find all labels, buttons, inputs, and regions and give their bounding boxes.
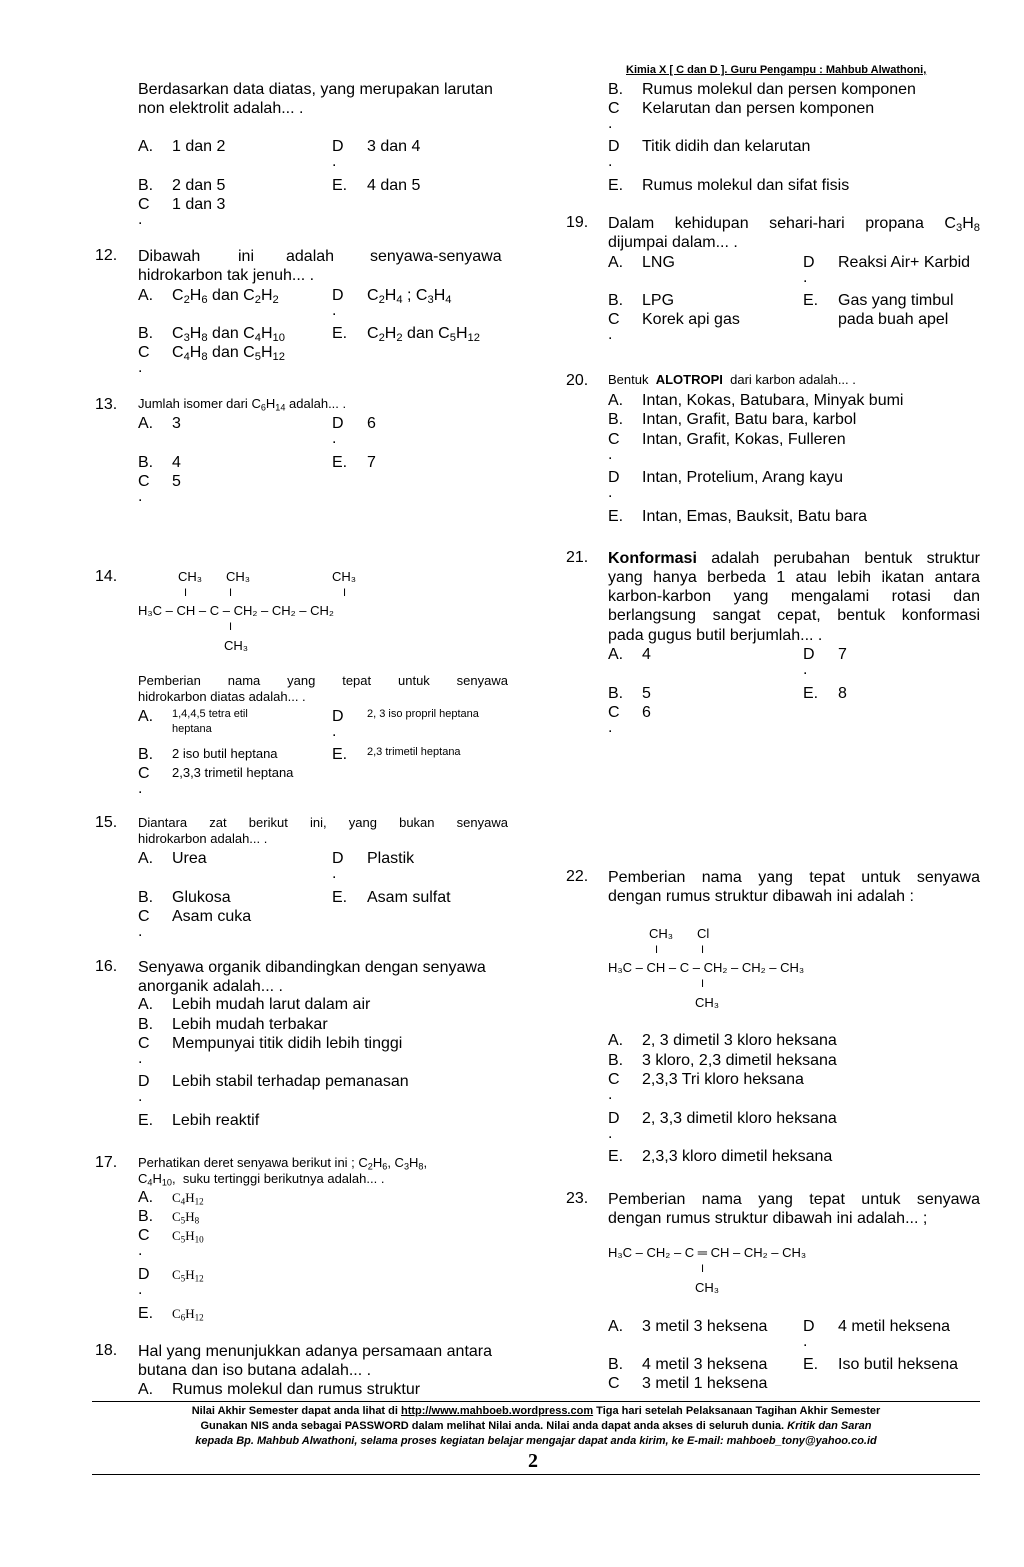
q22-line-2: dengan rumus struktur dibawah ini adalah : [608, 888, 914, 905]
q22-option-a: 2, 3 dimetil 3 kloro heksana [642, 1032, 837, 1049]
q14-ch3-d: CH₃ [224, 638, 249, 653]
q16-line-1: Senyawa organik dibandingkan dengan senyawa [138, 959, 486, 976]
q14-ch3-b: CH₃ [226, 569, 251, 584]
q21-option-b: 5 [642, 685, 651, 702]
option-label: A. [138, 996, 154, 1013]
option-label: E. [332, 454, 348, 471]
dot: . [138, 1281, 143, 1298]
q22-option-c: 2,3,3 Tri kloro heksana [642, 1071, 804, 1088]
option-label: A. [138, 1189, 154, 1206]
q14-option-b: 2 iso butil heptana [172, 746, 278, 761]
option-label: E. [803, 292, 819, 309]
dot: . [332, 430, 337, 447]
q18-option-b: Rumus molekul dan persen komponen [642, 81, 916, 98]
option-label: E. [803, 685, 819, 702]
dot: . [138, 1242, 143, 1259]
q21-line-1: Konformasi adalah perubahan bentuk struktur [608, 550, 981, 567]
option-label: C [138, 908, 150, 925]
q14-line-2: hidrokarbon diatas adalah... . [138, 689, 306, 704]
option-label: B. [138, 889, 154, 906]
option-label: A. [138, 138, 154, 155]
option-label: D [332, 287, 344, 304]
option-label: A. [608, 392, 624, 409]
option-label: C [138, 473, 150, 490]
option-label: D [332, 415, 344, 432]
option-label: E. [608, 1148, 624, 1165]
option-label: A. [608, 646, 624, 663]
q18-option-c: Kelarutan dan persen komponen [642, 100, 875, 117]
dot: . [608, 484, 613, 501]
dot: . [138, 488, 143, 505]
q11-option-a: 1 dan 2 [172, 138, 226, 155]
option-label: D [332, 138, 344, 155]
dot: . [138, 1088, 143, 1105]
q16-line-2: anorganik adalah... . [138, 978, 283, 995]
option-label: C [608, 704, 620, 721]
q19-option-d: Reaksi Air+ Karbid [838, 254, 971, 271]
q16-number: 16. [95, 958, 118, 975]
bond-line: I [184, 587, 188, 599]
q19-number: 19. [566, 214, 589, 231]
option-label: A. [138, 415, 154, 432]
q21-line-3: karbon-karbon yang mengalami rotasi dan [608, 588, 980, 605]
option-label: D [332, 708, 344, 725]
q14-ch3-c: CH₃ [332, 569, 357, 584]
bond-line: I [701, 978, 705, 990]
option-label: E. [803, 1356, 819, 1373]
option-label: B. [138, 1208, 154, 1225]
q20-option-d: Intan, Protelium, Arang kayu [642, 469, 843, 486]
q22-cl: Cl [697, 926, 710, 941]
q21-option-c: 6 [642, 704, 651, 721]
q15-option-a: Urea [172, 850, 207, 867]
option-label: B. [608, 1052, 624, 1069]
q19-line-1: Dalam kehidupan sehari-hari propana $C_3H_8$ [608, 215, 980, 234]
q21-option-e: 8 [838, 685, 847, 702]
q12-word-2: ini [238, 248, 255, 265]
option-label: A. [138, 708, 154, 725]
q15-option-c: Asam cuka [172, 908, 252, 925]
option-label: B. [138, 746, 154, 763]
q21-line-4: berlangsung sangat cepat, bentuk konformasi [608, 607, 980, 624]
q11-option-d: 3 dan 4 [367, 138, 421, 155]
option-label: B. [608, 292, 624, 309]
option-label: D [803, 1318, 815, 1335]
page-number: 2 [528, 1450, 538, 1472]
q17-option-b: $C_5H_8$ [172, 1209, 200, 1226]
q23-option-d: 4 metil heksena [838, 1318, 951, 1335]
option-label: B. [608, 411, 624, 428]
q15-line-2: hidrokarbon adalah... . [138, 831, 268, 846]
q16-option-d: Lebih stabil terhadap pemanasan [172, 1073, 409, 1090]
q14-option-a-1: 1,4,4,5 tetra etil [172, 708, 248, 720]
q14-line-1: Pemberian nama yang tepat untuk senyawa [138, 673, 508, 688]
q14-option-d: 2, 3 iso propril heptana [367, 708, 479, 720]
q19-option-a: LNG [642, 254, 675, 271]
q22-main-chain: H₃C – CH – C – CH₂ – CH₂ – CH₃ [608, 960, 805, 975]
dot: . [803, 661, 808, 678]
q17-option-d: $C_5H_{12}$ [172, 1267, 204, 1284]
q12-option-c: $C_4H_8$ dan $C_5H_{12}$ [172, 344, 285, 363]
q23-line-2: dengan rumus struktur dibawah ini adalah... ; [608, 1210, 928, 1227]
option-label: D [608, 1110, 620, 1127]
option-label: D [608, 469, 620, 486]
q21-number: 21. [566, 549, 589, 566]
dot: . [332, 153, 337, 170]
q22-ch3: CH₃ [649, 926, 674, 941]
q14-option-e: 2,3 trimetil heptana [367, 746, 461, 758]
option-label: C [608, 311, 620, 328]
dot: . [608, 153, 613, 170]
dot: . [332, 723, 337, 740]
footer-top-rule [92, 1401, 980, 1402]
q15-option-e: Asam sulfat [367, 889, 451, 906]
dot: . [803, 269, 808, 286]
q23-option-b: 4 metil 3 heksena [642, 1356, 768, 1373]
option-label: E. [332, 889, 348, 906]
q23-ch3: CH₃ [695, 1280, 720, 1295]
q14-option-c: 2,3,3 trimetil heptana [172, 765, 294, 780]
intro-line-2: non elektrolit adalah... . [138, 100, 304, 117]
q12-option-d: $C_2H_4$ ; $C_3H_4$ [367, 287, 452, 306]
option-label: A. [608, 1032, 624, 1049]
q17-option-a: $C_4H_{12}$ [172, 1190, 204, 1207]
q16-option-e: Lebih reaktif [172, 1112, 260, 1129]
q18-option-a: Rumus molekul dan rumus struktur [172, 1381, 421, 1398]
option-label: E. [138, 1305, 154, 1322]
q20-option-b: Intan, Grafit, Batu bara, karbol [642, 411, 857, 428]
q15-number: 15. [95, 814, 118, 831]
q23-option-c: 3 metil 1 heksena [642, 1375, 768, 1392]
option-label: B. [138, 1016, 154, 1033]
option-label: D [803, 254, 815, 271]
option-label: C [138, 765, 150, 782]
option-label: C [138, 1227, 150, 1244]
q13-number: 13. [95, 396, 118, 413]
q18-number: 18. [95, 1342, 118, 1359]
dot: . [803, 1333, 808, 1350]
q20-option-e: Intan, Emas, Bauksit, Batu bara [642, 508, 868, 525]
q23-main-chain: H₃C – CH₂ – C ═ CH – CH₂ – CH₃ [608, 1245, 807, 1260]
dot: . [138, 211, 143, 228]
option-label: E. [332, 325, 348, 342]
q11-option-c: 1 dan 3 [172, 196, 226, 213]
bond-line: I [229, 587, 233, 599]
bond-line: I [701, 944, 705, 956]
option-label: E. [608, 177, 624, 194]
q12-option-b: $C_3H_8$ dan $C_4H_{10}$ [172, 325, 285, 344]
q20-option-c: Intan, Grafit, Kokas, Fulleren [642, 431, 846, 448]
q22-number: 22. [566, 868, 589, 885]
q14-main-chain: H₃C – CH – C – CH₂ – CH₂ – CH₂ [138, 603, 334, 618]
dot: . [138, 1050, 143, 1067]
footer-line-3: kepada Bp. Mahbub Alwathoni, selama proses kegiatan belajar mengajar dapat anda kirim, ke E-mail: mahboeb_tony@yahoo.co.id [195, 1435, 877, 1447]
q18-line-2: butana dan iso butana adalah... . [138, 1362, 372, 1379]
q15-option-b: Glukosa [172, 889, 231, 906]
q13-option-d: 6 [367, 415, 376, 432]
q18-option-d: Titik didih dan kelarutan [642, 138, 811, 155]
q21-option-a: 4 [642, 646, 651, 663]
option-label: E. [332, 177, 348, 194]
q21-line-5: pada gugus butil berjumlah... . [608, 627, 823, 644]
q17-option-c: $C_5H_{10}$ [172, 1228, 204, 1245]
q19-option-c: Korek api gas [642, 311, 740, 328]
q23-line-1: Pemberian nama yang tepat untuk senyawa [608, 1191, 980, 1208]
option-label: D [332, 850, 344, 867]
dot: . [138, 780, 143, 797]
option-label: B. [138, 177, 154, 194]
q13-option-a: 3 [172, 415, 181, 432]
q14-option-a-2: heptana [172, 723, 212, 735]
q12-line-2: hidrokarbon tak jenuh... . [138, 267, 315, 284]
option-label: D [138, 1266, 150, 1283]
option-label: E. [138, 1112, 154, 1129]
q12-number: 12. [95, 247, 118, 264]
page-header: Kimia X [ C dan D ]. Guru Pengampu : Mahbub Alwathoni, [626, 64, 927, 76]
option-label: C [608, 1375, 620, 1392]
option-label: A. [138, 850, 154, 867]
dot: . [138, 923, 143, 940]
option-label: B. [608, 81, 624, 98]
q22-line-1: Pemberian nama yang tepat untuk senyawa [608, 869, 980, 886]
q12-word-4: senyawa-senyawa [370, 248, 502, 265]
q21-line-2: yang hanya berbeda 1 atau lebih ikatan antara [608, 569, 980, 586]
bond-line: I [701, 1263, 705, 1275]
option-label: C [138, 1035, 150, 1052]
q20-option-a: Intan, Kokas, Batubara, Minyak bumi [642, 392, 904, 409]
q14-ch3-a: CH₃ [178, 569, 203, 584]
footer-line-2: Gunakan NIS anda sebagai PASSWORD dalam melihat Nilai anda. Nilai anda dapat anda akses di seluruh dunia. Kritik dan Saran [200, 1420, 872, 1432]
q22-option-b: 3 kloro, 2,3 dimetil heksana [642, 1052, 837, 1069]
q14-number: 14. [95, 568, 118, 585]
q17-line-1: Perhatikan deret senyawa berikut ini ; $C_2H_6$, $C_3H_8$, [138, 1155, 428, 1172]
option-label: C [608, 1071, 620, 1088]
q16-option-a: Lebih mudah larut dalam air [172, 996, 371, 1013]
bond-line: I [655, 944, 659, 956]
q20-text: Bentuk ALOTROPI dari karbon adalah... . [608, 372, 856, 387]
dot: . [608, 719, 613, 736]
dot: . [332, 865, 337, 882]
option-label: D [608, 138, 620, 155]
dot: . [608, 326, 613, 343]
q17-option-e: $C_6H_{12}$ [172, 1306, 204, 1323]
footer-link[interactable]: http://www.mahboeb.wordpress.com [401, 1405, 594, 1417]
bond-line: I [343, 587, 347, 599]
dot: . [608, 1125, 613, 1142]
option-label: A. [138, 1381, 154, 1398]
footer-line-1: Nilai Akhir Semester dapat anda lihat di http://www.mahboeb.wordpress.com Tiga hari setelah Pelaksanaan Tagihan Akhir Semester [191, 1405, 881, 1417]
q19-option-e-1: Gas yang timbul [838, 292, 954, 309]
option-label: A. [138, 287, 154, 304]
q17-line-2: $C_4H_{10}$, suku tertinggi berikutnya adalah... . [138, 1171, 385, 1188]
q16-option-c: Mempunyai titik didih lebih tinggi [172, 1035, 403, 1052]
option-label: B. [608, 685, 624, 702]
q15-line-1: Diantara zat berikut ini, yang bukan senyawa [138, 815, 508, 830]
dot: . [608, 115, 613, 132]
q22-option-d: 2, 3,3 dimetil kloro heksana [642, 1110, 837, 1127]
option-label: E. [608, 508, 624, 525]
q12-option-a: $C_2H_6$ dan $C_2H_2$ [172, 287, 279, 306]
option-label: C [608, 431, 620, 448]
q18-option-e: Rumus molekul dan sifat fisis [642, 177, 850, 194]
option-label: C [138, 344, 150, 361]
q13-text: Jumlah isomer dari $C_6H_{14}$ adalah... . [138, 396, 347, 413]
q19-line-2: dijumpai dalam... . [608, 234, 738, 251]
bond-line: I [229, 621, 233, 633]
option-label: C [608, 100, 620, 117]
q12-word-1: Dibawah [138, 248, 201, 265]
q21-option-d: 7 [838, 646, 847, 663]
q17-number: 17. [95, 1154, 118, 1171]
option-label: A. [608, 1318, 624, 1335]
option-label: D [803, 646, 815, 663]
q16-option-b: Lebih mudah terbakar [172, 1016, 328, 1033]
q13-option-c: 5 [172, 473, 181, 490]
option-label: B. [608, 1356, 624, 1373]
q12-option-e: $C_2H_2$ dan $C_5H_{12}$ [367, 325, 480, 344]
q11-option-b: 2 dan 5 [172, 177, 226, 194]
q19-option-e-2: pada buah apel [838, 311, 949, 328]
q13-option-e: 7 [367, 454, 376, 471]
dot: . [608, 446, 613, 463]
option-label: D [138, 1073, 150, 1090]
q13-option-b: 4 [172, 454, 181, 471]
option-label: A. [608, 254, 624, 271]
q15-option-d: Plastik [367, 850, 415, 867]
option-label: C [138, 196, 150, 213]
q11-option-e: 4 dan 5 [367, 177, 421, 194]
dot: . [608, 1086, 613, 1103]
q23-option-e: Iso butil heksena [838, 1356, 959, 1373]
q22-option-e: 2,3,3 kloro dimetil heksana [642, 1148, 833, 1165]
dot: . [332, 302, 337, 319]
dot: . [138, 359, 143, 376]
option-label: B. [138, 454, 154, 471]
q18-line-1: Hal yang menunjukkan adanya persamaan antara [138, 1343, 493, 1360]
footer-bottom-rule [92, 1474, 980, 1475]
q19-option-b: LPG [642, 292, 675, 309]
q23-option-a: 3 metil 3 heksena [642, 1318, 768, 1335]
intro-line-1: Berdasarkan data diatas, yang merupakan larutan [138, 81, 493, 98]
option-label: E. [332, 746, 348, 763]
q12-word-3: adalah [286, 248, 335, 265]
option-label: B. [138, 325, 154, 342]
q23-number: 23. [566, 1190, 589, 1207]
q20-number: 20. [566, 372, 589, 389]
q22-ch3-b: CH₃ [695, 995, 720, 1010]
